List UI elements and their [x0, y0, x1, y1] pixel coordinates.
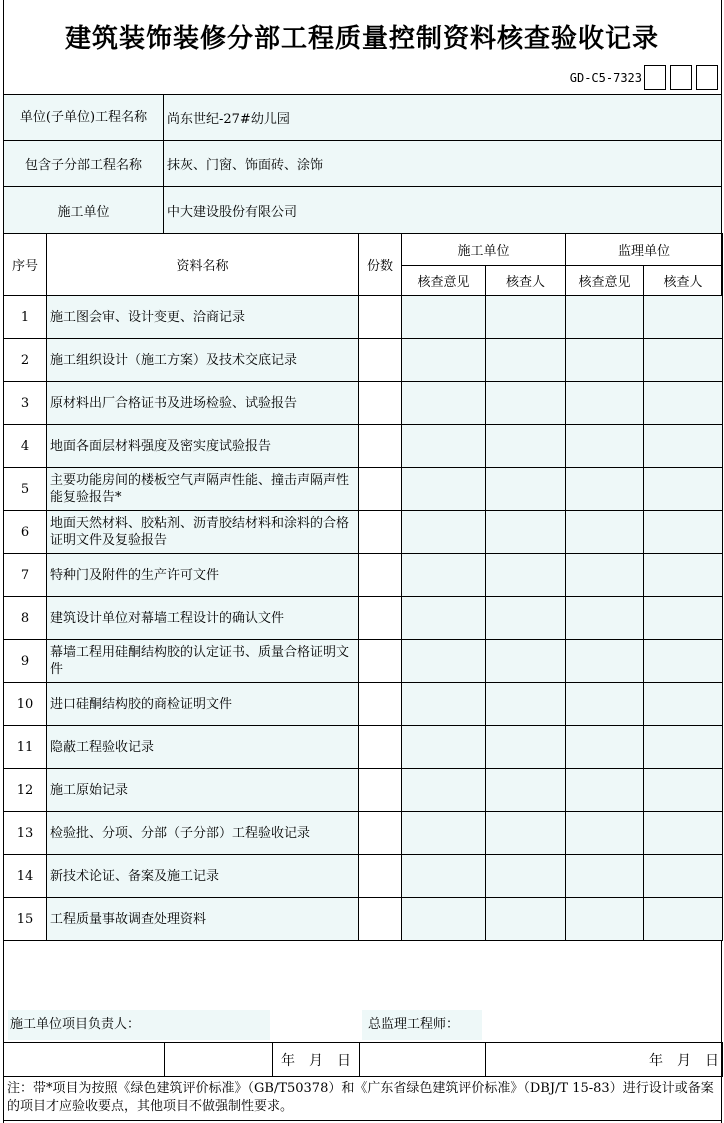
row-construction-opinion[interactable]	[402, 382, 486, 425]
form-code: GD-C5-7323	[569, 71, 642, 85]
row-supervision-checker[interactable]	[644, 554, 723, 597]
row-number: 10	[4, 683, 47, 726]
row-number: 12	[4, 769, 47, 812]
row-construction-checker[interactable]	[486, 468, 566, 511]
row-construction-opinion[interactable]	[402, 726, 486, 769]
sig-cell-3[interactable]	[360, 1043, 486, 1077]
row-number: 15	[4, 898, 47, 941]
table-row	[4, 296, 723, 339]
row-document-name: 检验批、分项、分部（子分部）工程验收记录	[47, 812, 359, 855]
row-supervision-opinion[interactable]	[566, 855, 644, 898]
row-supervision-opinion[interactable]	[566, 812, 644, 855]
col-construction: 施工单位	[402, 234, 566, 266]
row-document-name: 特种门及附件的生产许可文件	[47, 554, 359, 597]
col-seq: 序号	[4, 234, 47, 296]
row-supervision-checker[interactable]	[644, 812, 723, 855]
row-construction-opinion[interactable]	[402, 425, 486, 468]
row-construction-checker[interactable]	[486, 898, 566, 941]
row-supervision-opinion[interactable]	[566, 339, 644, 382]
row-number: 2	[4, 339, 47, 382]
row-count[interactable]	[359, 683, 402, 726]
sub-project-value[interactable]: 抹灰、门窗、饰面砖、涂饰	[164, 141, 722, 187]
row-count[interactable]	[359, 339, 402, 382]
table-row	[4, 812, 723, 855]
row-supervision-opinion[interactable]	[566, 425, 644, 468]
row-document-name: 原材料出厂合格证书及进场检验、试验报告	[47, 382, 359, 425]
code-box-3[interactable]	[696, 65, 718, 90]
row-construction-opinion[interactable]	[402, 296, 486, 339]
col-supervision-checker: 核查人	[644, 266, 723, 296]
contractor-label: 施工单位	[4, 187, 164, 234]
row-supervision-opinion[interactable]	[566, 382, 644, 425]
row-construction-opinion[interactable]	[402, 855, 486, 898]
row-supervision-checker[interactable]	[644, 597, 723, 640]
row-count[interactable]	[359, 640, 402, 683]
sub-project-label: 包含子分部工程名称	[4, 141, 164, 187]
row-construction-opinion[interactable]	[402, 769, 486, 812]
row-supervision-checker[interactable]	[644, 855, 723, 898]
row-number: 5	[4, 468, 47, 511]
row-construction-checker[interactable]	[486, 382, 566, 425]
row-document-name: 地面天然材料、胶粘剂、沥青胶结材料和涂料的合格证明文件及复验报告	[47, 511, 359, 554]
row-supervision-opinion[interactable]	[566, 296, 644, 339]
row-document-name: 主要功能房间的楼板空气声隔声性能、撞击声隔声性能复验报告*	[47, 468, 359, 511]
row-supervision-checker[interactable]	[644, 296, 723, 339]
row-count[interactable]	[359, 769, 402, 812]
row-count[interactable]	[359, 382, 402, 425]
row-construction-opinion[interactable]	[402, 511, 486, 554]
code-box-1[interactable]	[644, 65, 666, 90]
row-construction-opinion[interactable]	[402, 640, 486, 683]
table-row	[4, 898, 723, 941]
code-box-2[interactable]	[670, 65, 692, 90]
supervisor-label-text: 总监理工程师：	[368, 1017, 460, 1032]
table-row	[4, 597, 723, 640]
row-document-name: 施工原始记录	[47, 769, 359, 812]
blank-area	[3, 940, 722, 1008]
row-construction-opinion[interactable]	[402, 339, 486, 382]
unit-name-label: 单位(子单位)工程名称	[4, 95, 164, 141]
row-number: 9	[4, 640, 47, 683]
row-number: 3	[4, 382, 47, 425]
signature-table	[3, 1042, 723, 1077]
row-count[interactable]	[359, 296, 402, 339]
row-document-name: 施工图会审、设计变更、洽商记录	[47, 296, 359, 339]
row-document-name: 新技术论证、备案及施工记录	[47, 855, 359, 898]
row-supervision-checker[interactable]	[644, 382, 723, 425]
row-construction-checker[interactable]	[486, 425, 566, 468]
row-supervision-opinion[interactable]	[566, 597, 644, 640]
col-supervision: 监理单位	[566, 234, 723, 266]
row-construction-checker[interactable]	[486, 339, 566, 382]
row-supervision-opinion[interactable]	[566, 640, 644, 683]
row-construction-opinion[interactable]	[402, 468, 486, 511]
row-number: 4	[4, 425, 47, 468]
row-count[interactable]	[359, 597, 402, 640]
row-count[interactable]	[359, 425, 402, 468]
unit-name-value[interactable]: 尚东世纪-27#幼儿园	[164, 95, 722, 141]
date-right[interactable]: 年 月 日	[486, 1043, 723, 1077]
row-construction-checker[interactable]	[486, 769, 566, 812]
row-count[interactable]	[359, 855, 402, 898]
row-construction-checker[interactable]	[486, 855, 566, 898]
row-supervision-opinion[interactable]	[566, 468, 644, 511]
header-table	[3, 94, 722, 234]
contractor-value[interactable]: 中大建设股份有限公司	[164, 187, 722, 234]
table-row	[4, 683, 723, 726]
row-number: 6	[4, 511, 47, 554]
row-number: 1	[4, 296, 47, 339]
row-count[interactable]	[359, 468, 402, 511]
row-count[interactable]	[359, 511, 402, 554]
col-name: 资料名称	[47, 234, 359, 296]
row-number: 7	[4, 554, 47, 597]
row-construction-checker[interactable]	[486, 812, 566, 855]
row-document-name: 隐蔽工程验收记录	[47, 726, 359, 769]
row-supervision-checker[interactable]	[644, 511, 723, 554]
row-number: 13	[4, 812, 47, 855]
row-construction-checker[interactable]	[486, 511, 566, 554]
row-document-name: 施工组织设计（施工方案）及技术交底记录	[47, 339, 359, 382]
row-count[interactable]	[359, 726, 402, 769]
table-row	[4, 640, 723, 683]
col-construction-checker: 核查人	[486, 266, 566, 296]
table-row	[4, 769, 723, 812]
row-number: 8	[4, 597, 47, 640]
row-document-name: 工程质量事故调查处理资料	[47, 898, 359, 941]
footnote: 注：带*项目为按照《绿色建筑评价标准》（GB/T50378）和《广东省绿色建筑评价标准》（DBJ/T 15-83）进行设计或备案的项目才应验收要点，其他项目不做强制性要求。	[3, 1076, 722, 1121]
row-supervision-opinion[interactable]	[566, 726, 644, 769]
row-supervision-checker[interactable]	[644, 640, 723, 683]
row-count[interactable]	[359, 554, 402, 597]
row-number: 11	[4, 726, 47, 769]
row-supervision-checker[interactable]	[644, 769, 723, 812]
row-construction-checker[interactable]	[486, 296, 566, 339]
row-construction-opinion[interactable]	[402, 597, 486, 640]
row-document-name: 幕墙工程用硅酮结构胶的认定证书、质量合格证明文件	[47, 640, 359, 683]
row-construction-opinion[interactable]	[402, 812, 486, 855]
row-count[interactable]	[359, 898, 402, 941]
row-construction-checker[interactable]	[486, 554, 566, 597]
row-supervision-opinion[interactable]	[566, 511, 644, 554]
manager-label-text: 施工单位项目负责人：	[10, 1017, 141, 1032]
data-table	[3, 233, 723, 941]
col-count: 份数	[359, 234, 402, 296]
row-supervision-checker[interactable]	[644, 425, 723, 468]
table-row	[4, 468, 723, 511]
row-construction-checker[interactable]	[486, 726, 566, 769]
row-construction-opinion[interactable]	[402, 898, 486, 941]
sig-cell-2[interactable]	[165, 1043, 273, 1077]
row-supervision-checker[interactable]	[644, 898, 723, 941]
row-supervision-checker[interactable]	[644, 468, 723, 511]
table-row	[4, 554, 723, 597]
row-supervision-opinion[interactable]	[566, 898, 644, 941]
table-row	[4, 339, 723, 382]
table-row	[4, 425, 723, 468]
row-construction-checker[interactable]	[486, 640, 566, 683]
row-count[interactable]	[359, 812, 402, 855]
table-row	[4, 726, 723, 769]
row-document-name: 建筑设计单位对幕墙工程设计的确认文件	[47, 597, 359, 640]
row-supervision-checker[interactable]	[644, 726, 723, 769]
table-row	[4, 382, 723, 425]
row-document-name: 地面各面层材料强度及密实度试验报告	[47, 425, 359, 468]
row-supervision-opinion[interactable]	[566, 683, 644, 726]
row-supervision-checker[interactable]	[644, 683, 723, 726]
row-construction-opinion[interactable]	[402, 683, 486, 726]
col-supervision-opinion: 核查意见	[566, 266, 644, 296]
row-number: 14	[4, 855, 47, 898]
row-supervision-opinion[interactable]	[566, 769, 644, 812]
row-construction-checker[interactable]	[486, 683, 566, 726]
row-construction-checker[interactable]	[486, 597, 566, 640]
row-construction-opinion[interactable]	[402, 554, 486, 597]
date-left[interactable]: 年 月 日	[273, 1043, 360, 1077]
row-document-name: 进口硅酮结构胶的商检证明文件	[47, 683, 359, 726]
supervisor-signature-label[interactable]	[362, 1010, 482, 1040]
row-supervision-checker[interactable]	[644, 339, 723, 382]
page-title: 建筑装饰装修分部工程质量控制资料核查验收记录	[64, 24, 659, 54]
manager-signature-label[interactable]	[8, 1010, 270, 1040]
table-row	[4, 855, 723, 898]
sig-cell-1[interactable]	[4, 1043, 165, 1077]
row-supervision-opinion[interactable]	[566, 554, 644, 597]
col-construction-opinion: 核查意见	[402, 266, 486, 296]
table-row	[4, 511, 723, 554]
